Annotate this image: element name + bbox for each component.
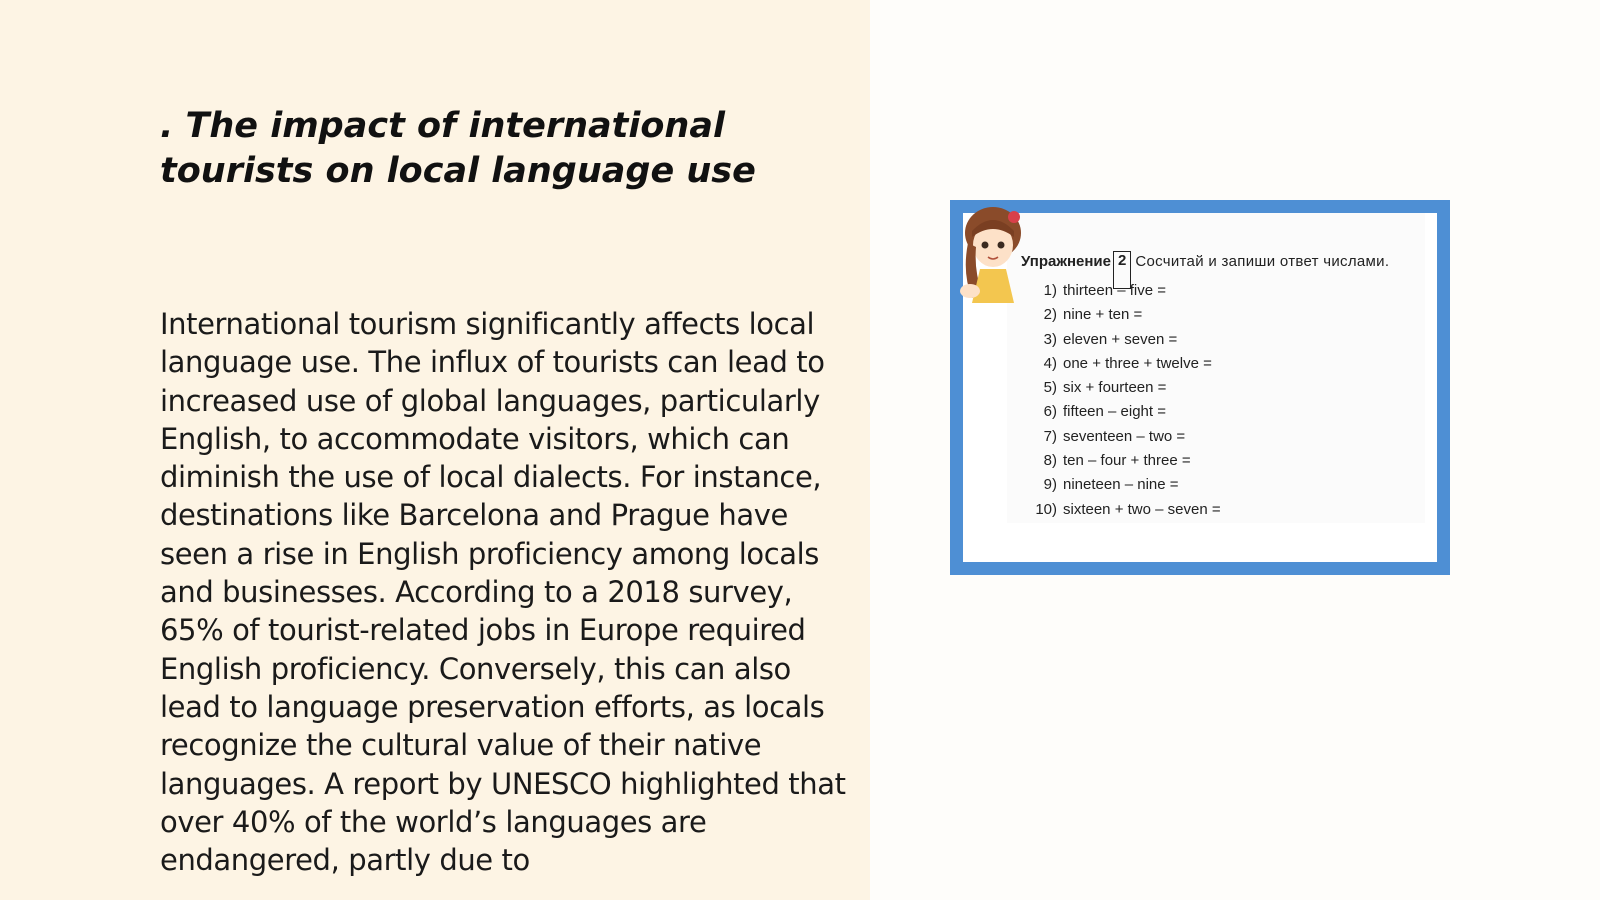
cartoon-girl-icon <box>958 203 1028 313</box>
exercise-item: 4) one + three + twelve = <box>1043 354 1212 372</box>
slide-body-text: International tourism significantly affects local language use. The influx of tourists can lead to increased use of global languages, particularly English, to accommodate visitors, which can diminish the use of local dialects. For instance, destinations like Barcelona and Prague have seen a rise in English proficiency among locals and businesses. According to a 2018 survey, 65% of tourist-related jobs in Europe required English proficiency. Conversely, this can also lead to language preservation efforts, as locals recognize the cultural value of their native languages. A report by UNESCO highlighted that over 40% of the world’s languages are endangered, partly due to <box>160 307 846 878</box>
exercise-item: 10) sixteen + two – seven = <box>1035 500 1221 518</box>
exercise-item: 2) nine + ten = <box>1043 306 1143 324</box>
exercise-number: 2 <box>1113 251 1131 289</box>
exercise-item: 3) eleven + seven = <box>1043 330 1178 348</box>
exercise-item: 5) six + fourteen = <box>1043 379 1167 397</box>
exercise-item: 8) ten – four + three = <box>1043 452 1191 470</box>
exercise-instruction: Сосчитай и запиши ответ числами. <box>1135 253 1390 270</box>
exercise-label: Упражнение <box>1021 253 1111 270</box>
exercise-item: 9) nineteen – nine = <box>1043 476 1179 494</box>
exercise-item: 1) thirteen – five = <box>1043 282 1166 299</box>
exercise-item: 7) seventeen – two = <box>1043 427 1186 445</box>
exercise-list <box>1033 279 1221 522</box>
exercise-item: 6) fifteen – eight = <box>1043 403 1166 421</box>
slide-title: . The impact of international tourists on local language use <box>160 106 756 191</box>
exercise-image <box>950 200 1450 575</box>
